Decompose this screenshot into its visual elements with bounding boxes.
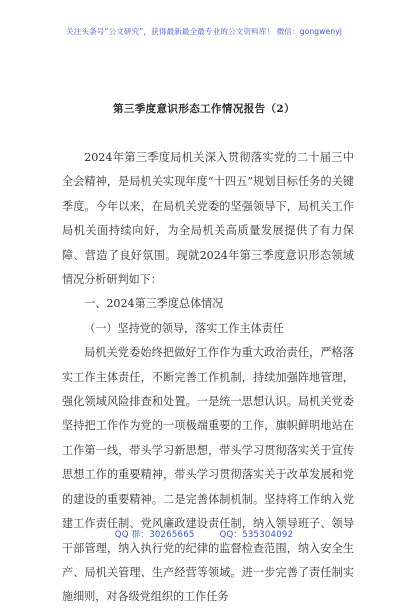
intro-paragraph: 2024年第三季度局机关深入贯彻落实党的二十届三中全会精神，是局机关实现年度“十四五”规划目标任务的关键季度。今年以来，在局机关党委的坚强领导下，局机关工作局机关面持续向好，为全局机关高质量发展提供了有力保障、营造了良好氛围。现就2024年第三季度意识形态领域情况分析研判如下： (62, 151, 354, 287)
footer-qq-number: QQ：535304092 (219, 530, 294, 540)
subsection-heading: （一）坚持党的领导，落实工作主体责任 (84, 321, 284, 335)
section-heading: 一、2024第三季度总体情况 (84, 297, 224, 311)
document-title: 第三季度意识形态工作情况报告（2） (112, 103, 296, 115)
footer-qq-group: QQ 群：30265665 (114, 530, 195, 540)
body-paragraph: 局机关党委始终把做好工作作为重大政治责任，严格落实工作主体责任，不断完善工作机制，持续加强阵地管理，强化领域风险排查和处置。一是统一思想认识。局机关党委坚持把工作作为党的一项极端重要的工作，旗帜鲜明地站在工作第一线，带头学习新思想，带头学习贯彻落实关于宣传思想工作的重要精神，带头学习贯彻落实关于改革发展和党的建设的重要精神。二是完善体制机制。坚持将工作纳入党建工作责任制、党风廉政建设责任制，纳入领导班子、领导干部管理，纳入执行党的纪律的监督检查范围，纳入安全生产、局机关管理、生产经营等领域。进一步完善了责任制实施细则，对各级党组织的工作任务 (62, 346, 354, 604)
header-notice: 关注头条号“公文研究”，获得最新最全最专业的公文资料库！ 微信：gongwenyj (66, 27, 342, 36)
document-body (62, 146, 354, 610)
footer-contact (0, 528, 408, 540)
